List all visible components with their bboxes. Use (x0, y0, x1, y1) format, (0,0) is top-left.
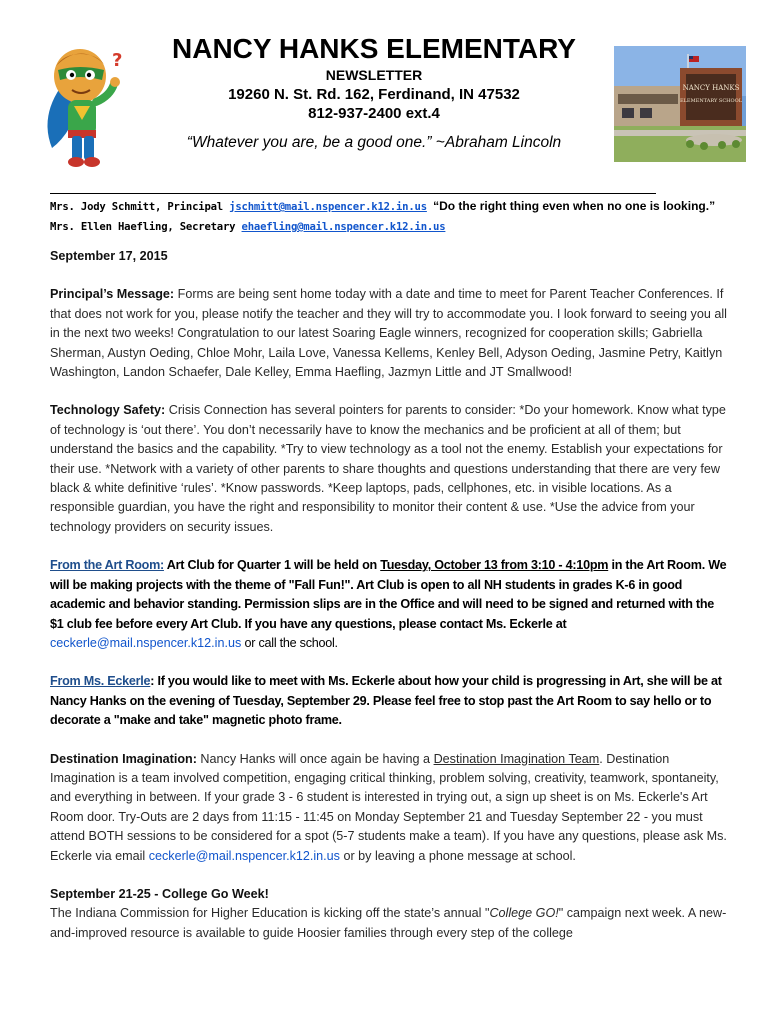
newsletter-date: September 17, 2015 (50, 249, 168, 263)
art-room-section (50, 556, 730, 653)
principal-message-heading: Principal’s Message: (50, 287, 175, 302)
college-go-campaign: College GO! (489, 906, 559, 921)
di-heading: Destination Imagination: (50, 751, 197, 766)
school-address: 19260 N. St. Rd. 162, Ferdinand, IN 47532 (228, 86, 520, 103)
di-text-c: or by leaving a phone message at school. (339, 848, 576, 863)
lincoln-quote: “Whatever you are, be a good one.” ~Abraham Lincoln (186, 134, 562, 151)
school-name: NANCY HANKS ELEMENTARY (172, 33, 576, 64)
eckerle-text: : If you would like to meet with Ms. Eckerle about how your child is progressing in Art, she will be at Nancy Hanks on the evening of Tuesday, September 29. Please feel free to stop past the Art Room to say hello or to decorate a "make and take" magnetic photo frame. (50, 674, 722, 728)
art-club-date: Tuesday, October 13 from 3:10 - 4:10pm (380, 558, 609, 573)
eckerle-section (50, 672, 730, 730)
di-team-link[interactable]: Destination Imagination Team (433, 751, 600, 766)
art-room-text-c: or call the school. (241, 635, 338, 650)
di-text-a: Nancy Hanks will once again be having a (196, 751, 434, 766)
principal-name: Mrs. Jody Schmitt, Principal (50, 201, 223, 213)
sign-line-1: NANCY HANKS (682, 84, 740, 92)
destination-imagination-section (50, 750, 730, 866)
secretary-email-link[interactable]: ehaefling@mail.nspencer.k12.in.us (241, 221, 446, 233)
eckerle-heading: From Ms. Eckerle (50, 674, 151, 689)
technology-safety-text: Crisis Connection has several pointers for parents to consider: *Do your homework. Know what type of technology is ‘out there’. You don’t necessarily have to know the mechanics and be proficient at all of them; but understand the basics and the capability. *Try to view technology as a tool not the enemy. Establish your expectations for their use. *Network with a variety of other parents to share thoughts and questions understanding that there are very few black & white definitive ‘rules’. *Know passwords. *Keep laptops, pads, cellphones, etc. in visible locations. As a responsible guardian, you have the right and responsibility to monitor their content & use. *Use the advice from your technology providers on security issues. (50, 403, 726, 534)
header-divider (50, 193, 656, 194)
art-room-heading: From the Art Room: (50, 558, 164, 573)
newsletter-subtitle: NEWSLETTER (325, 67, 423, 83)
college-go-text-a: The Indiana Commission for Higher Education is kicking off the state’s annual " (50, 906, 490, 921)
sign-line-2: ELEMENTARY SCHOOL (679, 98, 743, 104)
principal-line (50, 196, 750, 217)
svg-text:?: ? (112, 50, 123, 71)
di-text-b: . Destination Imagination is a team involved competition, engaging critical thinking, problem solving, creativity, teamwork, spontaneity, and everything in between. If your grade 3 - 6 student is interested in trying out, a sign up sheet is on Ms. Eckerle's Art Room door. Try-Outs are 2 days from 11:15 - 11:45 on Monday September 21 and Tuesday September 22 - you must attend BOTH sessions to be considered for a spot (5-7 students make a team). If you have any questions, please ask Ms. Eckerle via email (50, 751, 727, 863)
newsletter-body (50, 247, 730, 962)
principal-email-link[interactable]: jschmitt@mail.nspencer.k12.in.us (229, 201, 427, 213)
principal-message (50, 285, 730, 382)
superhero-mascot-icon (38, 40, 130, 170)
college-go-text-b: " campaign next week. A new-and-improved resource is available to guide Hoosier families through every step of the college (50, 906, 727, 940)
staff-contacts (50, 196, 750, 237)
principal-message-text: Forms are being sent home today with a date and time to meet for Parent Teacher Conferences. If that does not work for you, please notify the teacher and they will try to accommodate you. I look forward to seeing you all in the next two weeks! Congratulation to our latest Soaring Eagle winners, recognized for cooperation skills; Gabriella Sherman, Austyn Oeding, Chloe Mohr, Laila Love, Vanessa Kellems, Kenley Bell, Adyson Oeding, Jasmine Petry, Kaitlyn Washington, Landon Schaefer, Dale Kelley, Emma Haefling, Jazmyn Little and JT Smallwood! (50, 287, 727, 380)
di-email-link[interactable]: ceckerle@mail.nspencer.k12.in.us (148, 848, 340, 863)
school-building-photo (614, 46, 746, 162)
art-room-text-a: Art Club for Quarter 1 will be held on (163, 558, 381, 573)
secretary-name: Mrs. Ellen Haefling, Secretary (50, 221, 236, 233)
technology-safety-heading: Technology Safety: (50, 403, 166, 418)
art-room-text-b: in the Art Room. We will be making projects with the theme of "Fall Fun!". Art Club is open to all NH students in grades K-6 in good academic and behavior standing. Permission slips are in the Office and will need to be signed and returned with the $1 club fee before every Art Club. If you have any questions, please contact Ms. Eckerle at (50, 558, 727, 631)
art-room-email-link[interactable]: ceckerle@mail.nspencer.k12.in.us (50, 635, 242, 650)
college-go-section (50, 885, 730, 943)
technology-safety (50, 401, 730, 537)
school-phone: 812-937-2400 ext.4 (308, 105, 440, 122)
college-go-heading: September 21-25 - College Go Week! (50, 886, 269, 901)
secretary-line (50, 217, 750, 237)
masthead (140, 32, 608, 152)
principal-motto: “Do the right thing even when no one is looking.” (433, 199, 716, 213)
